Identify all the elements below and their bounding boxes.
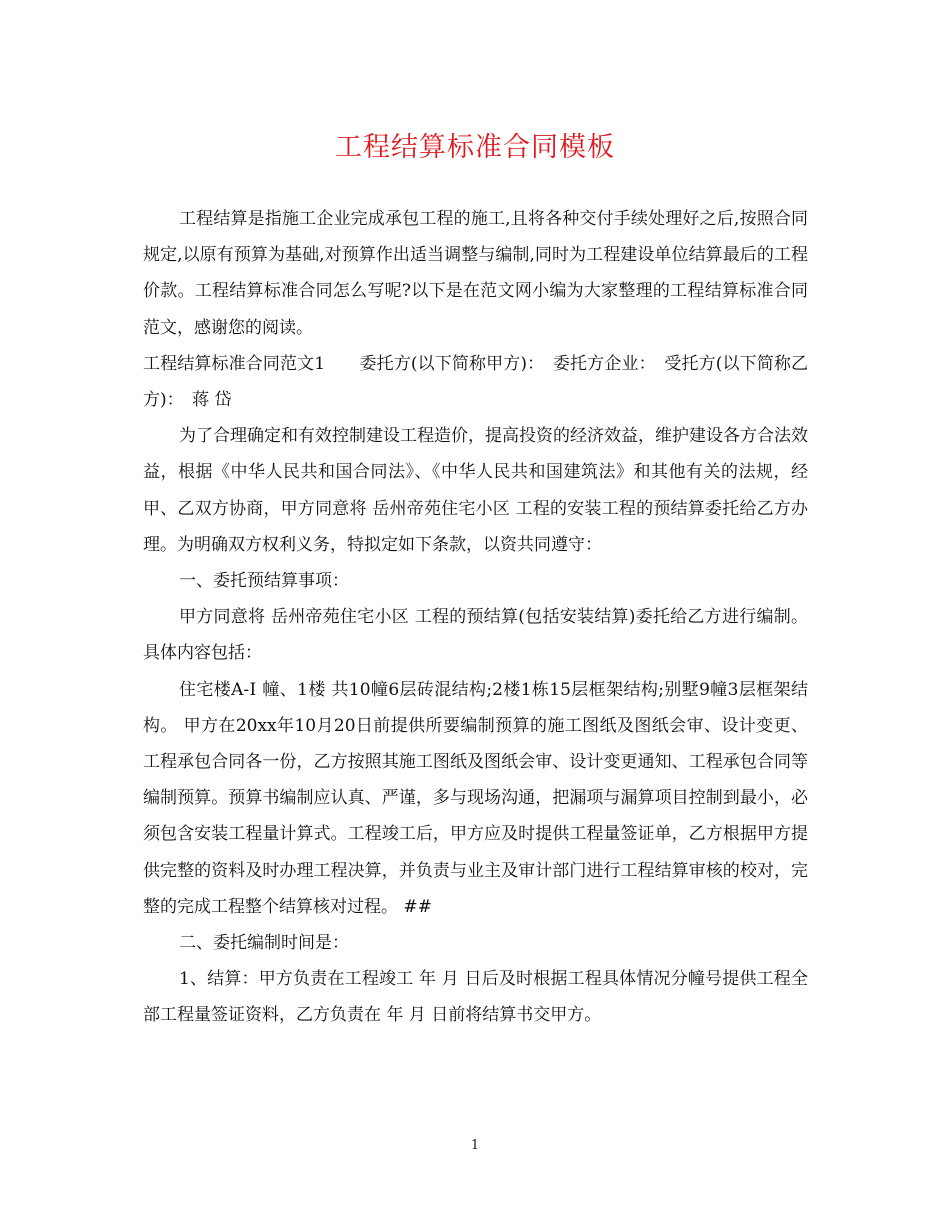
contract-parties-paragraph: 工程结算标准合同范文1 委托方(以下简称甲方)： 委托方企业： 受托方(以下简称乙方)： 蒋 岱 <box>143 353 808 411</box>
details-paragraph: 住宅楼A-Ⅰ 幢、1楼 共10幢6层砖混结构;2楼1栋15层框架结构;别墅9幢3层框架结构。 甲方在20xx年10月20日前提供所要编制预算的施工图纸及图纸会审、设计变更、工程承包合同各一份，乙方按照其施工图纸及图纸会审、设计变更通知、工程承包合同等编制预算。预算书编制应认真、严谨，多与现场沟通，把漏项与漏算项目控制到最小，必须包含安装工程量计算式。工程竣工后，甲方应及时提供工程量签证单，乙方根据甲方提供完整的资料及时办理工程决算，并负责与业主及审计部门进行工程结算审核的校对，完整的完成工程整个结算核对过程。 ## <box>143 679 808 917</box>
settlement-paragraph: 1、结算：甲方负责在工程竣工 年 月 日后及时根据工程具体情况分幢号提供工程全部工程量签证资料，乙方负责在 年 月 日前将结算书交甲方。 <box>143 969 808 1026</box>
intro-paragraph: 工程结算是指施工企业完成承包工程的施工,且将各种交付手续处理好之后,按照合同规定,以原有预算为基础,对预算作出适当调整与编制,同时为工程建设单位结算最后的工程价款。工程结算标准合同怎么写呢?以下是在范文网小编为大家整理的工程结算标准合同范文，感谢您的阅读。 <box>143 209 808 338</box>
page-number: 1 <box>470 1138 480 1153</box>
scope-paragraph: 甲方同意将 岳州帝苑住宅小区 工程的预结算(包括安装结算)委托给乙方进行编制。具体内容包括： <box>143 607 808 664</box>
purpose-paragraph: 为了合理确定和有效控制建设工程造价，提高投资的经济效益，维护建设各方合法效益，根据《中华人民共和国合同法》、《中华人民共和国建筑法》和其他有关的法规，经甲、乙双方协商，甲方同意将 岳州帝苑住宅小区 工程的安装工程的预结算委托给乙方办理。为明确双方权利义务，特拟定如下条款，以资共同遵守： <box>143 426 808 555</box>
document-body <box>143 201 808 1034</box>
document-title: 工程结算标准合同模板 <box>335 132 615 163</box>
section-heading-1: 一、委托预结算事项： <box>179 571 349 592</box>
section-heading-2: 二、委托编制时间是： <box>179 933 349 954</box>
